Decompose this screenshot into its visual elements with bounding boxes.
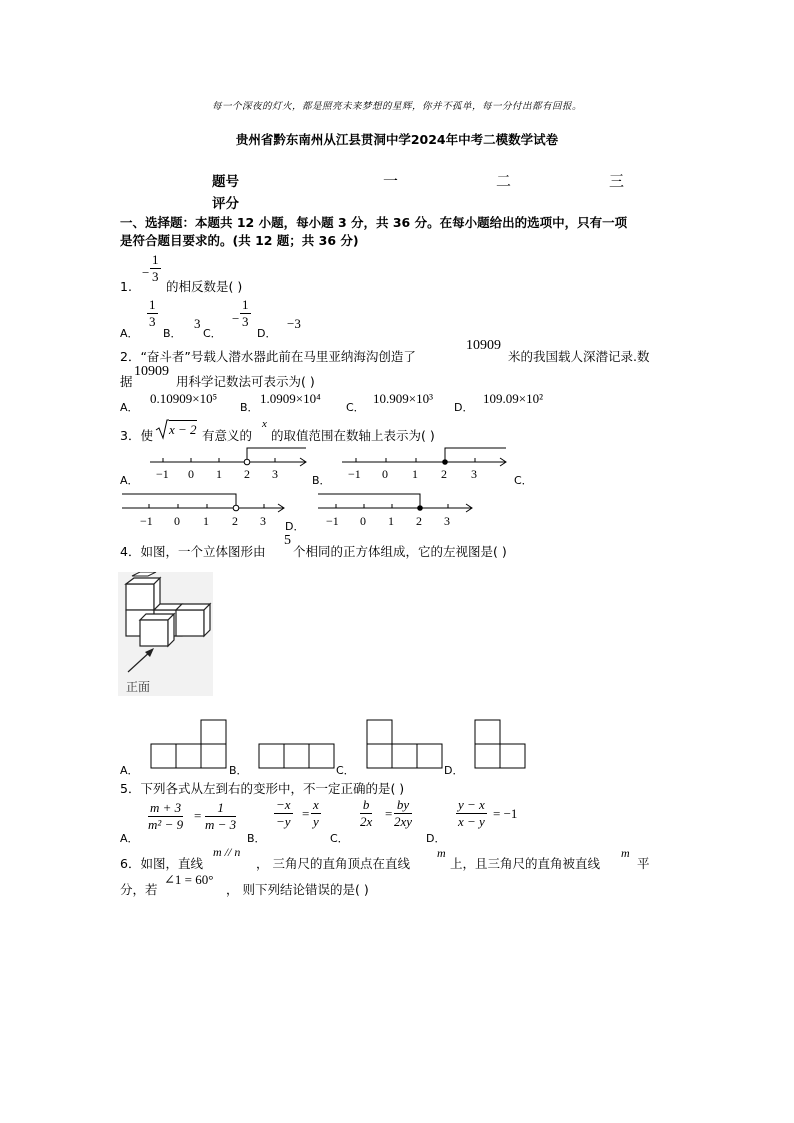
tick-label: −1 (140, 514, 153, 528)
tick-label: 1 (203, 514, 209, 528)
q1-option-b-value: 3 (194, 316, 201, 331)
q5-b-left-den: −y (276, 814, 291, 829)
tick-label: 1 (216, 467, 222, 481)
q2-option-a-value: 0.10909×10⁵ (150, 391, 218, 406)
q4-option-c-figure (366, 718, 444, 770)
q1-c-num: 1 (242, 297, 249, 312)
q5-c-left-fraction (360, 797, 372, 830)
q1-option-a-fraction (147, 297, 158, 330)
q6-angle: ∠1 = 60° (164, 872, 214, 887)
tick-label: −1 (326, 514, 339, 528)
q4-option-a-figure (150, 718, 228, 770)
tick-label: 0 (174, 514, 180, 528)
q3-option-c-numberline (120, 490, 290, 532)
q2-line1-a: 2．“奋斗者”号载人潜水器此前在马里亚纳海沟创造了 (120, 349, 416, 364)
q4-option-d-label: D． (444, 764, 464, 777)
tick-label: 2 (416, 514, 422, 528)
q2-option-a-label: A． (120, 401, 139, 414)
section1-line2: 是符合题目要求的。(共 12 题；共 36 分) (120, 233, 359, 248)
q1-option-c-fraction (240, 297, 251, 330)
score-table-row1-label: 题号 (212, 174, 239, 190)
q5-c-right-num: by (394, 797, 412, 814)
q2-option-c-value: 10.909×10³ (373, 391, 433, 406)
q2-line1-b: 米的我国载人深潜记录.数 (508, 349, 650, 364)
q5-option-c-label: C． (330, 832, 349, 845)
q1-option-d-value: −3 (287, 316, 301, 331)
q3-option-c-label: C． (514, 474, 533, 487)
q5-b-left-fraction (274, 797, 293, 830)
q1-number: 1. (120, 279, 132, 294)
q5-option-d-label: D． (426, 832, 446, 845)
q6-m2: m (621, 846, 630, 860)
q2-line2-b: 用科学记数法可表示为( ) (176, 374, 315, 389)
q2-option-d-label: D． (454, 401, 474, 414)
tick-label: 3 (471, 467, 477, 481)
q1-fraction (150, 252, 161, 285)
q1-option-b-label: B． (163, 327, 182, 340)
q5-d-num: y − x (458, 797, 485, 812)
q5-d-fraction (456, 797, 487, 830)
q6-text-d: 平 (637, 856, 650, 871)
q1-a-den: 3 (149, 314, 156, 329)
motto-line: 每一个深夜的灯火，都是照亮未来梦想的星辉，你并不孤单，每一分付出都有回报。 (211, 101, 582, 112)
q5-c-right-den: 2xy (394, 814, 413, 829)
q3-option-b-label: B． (312, 474, 331, 487)
q5-a-left-den: m² − 9 (148, 817, 184, 832)
q1-text: 的相反数是( ) (166, 279, 243, 294)
q4-option-d-figure (474, 718, 528, 770)
tick-label: 1 (412, 467, 418, 481)
score-col-1: 一 (383, 172, 399, 190)
q3-option-a-numberline (140, 444, 310, 486)
q3-option-b-numberline (330, 444, 510, 486)
q2-option-b-label: B． (240, 401, 259, 414)
q5-c-right-fraction (394, 797, 412, 830)
q2-number-2: 10909 (134, 364, 169, 379)
q5-a-left-num: m + 3 (150, 800, 182, 815)
q1-option-c-label: C． (203, 327, 222, 340)
q4-text-b: 个相同的正方体组成，它的左视图是( ) (293, 544, 507, 559)
tick-label: −1 (348, 467, 361, 481)
q1-option-d-label: D． (257, 327, 277, 340)
score-col-2: 二 (496, 172, 512, 190)
q4-option-b-figure (258, 718, 336, 770)
q5-b-right-fraction (311, 797, 321, 830)
q6-text-a: 6．如图，直线 (120, 856, 203, 871)
q1-c-den: 3 (242, 314, 249, 329)
q6-line2-a: 分，若 (120, 882, 158, 897)
q4-text-a: 4．如图，一个立体图形由 (120, 544, 266, 559)
q5-b-equals: = (302, 806, 310, 821)
q1-frac-den: 3 (152, 269, 159, 284)
q4-option-c-label: C． (336, 764, 355, 777)
q5-a-left-fraction (148, 800, 183, 833)
q3-text-c: 的取值范围在数轴上表示为( ) (271, 428, 435, 443)
q4-front-label: 正面 (126, 680, 151, 694)
q5-a-right-fraction (205, 800, 236, 833)
section1-line1: 一、选择题：本题共 12 小题，每小题 3 分，共 36 分。在每小题给出的选项中，只有一项 (120, 215, 628, 230)
q4-solid-figure (118, 572, 213, 696)
q4-option-b-label: B． (229, 764, 248, 777)
q6-text-b: ， 三角尺的直角顶点在直线 (256, 856, 410, 871)
tick-label: 3 (272, 467, 278, 481)
q6-rel: m // n (213, 845, 241, 859)
q2-option-d-value: 109.09×10² (483, 391, 543, 406)
q6-m1: m (437, 846, 446, 860)
q5-c-equals: = (385, 806, 393, 821)
q5-b-left-num: −x (276, 797, 291, 812)
q5-option-a-label: A． (120, 832, 139, 845)
score-col-3: 三 (609, 172, 625, 190)
tick-label: 2 (244, 467, 250, 481)
q3-text-a: 3．使 (120, 428, 153, 443)
q4-option-a-label: A． (120, 764, 139, 777)
q5-b-right-num: x (313, 797, 319, 812)
q1-frac-num: 1 (152, 252, 159, 267)
q3-text-b: 有意义的 (202, 428, 253, 443)
q3-option-d-label: D． (285, 520, 305, 533)
exam-title: 贵州省黔东南州从江县贯洞中学2024年中考二模数学试卷 (235, 132, 559, 147)
q1-minus: − (142, 265, 150, 280)
q5-a-equals: = (194, 808, 202, 823)
tick-label: 0 (188, 467, 194, 481)
q5-a-right-num: 1 (205, 800, 236, 817)
q1-a-num: 1 (149, 297, 156, 312)
tick-label: 1 (388, 514, 394, 528)
q5-text: 5．下列各式从左到右的变形中，不一定正确的是( ) (120, 781, 405, 796)
q5-b-right-den: y (313, 814, 319, 829)
tick-label: 0 (382, 467, 388, 481)
q3-option-a-label: A． (120, 474, 139, 487)
q3-sqrt-sign (155, 418, 169, 440)
q5-c-left-num: b (360, 797, 372, 814)
q6-line2-b: ， 则下列结论错误的是( ) (226, 882, 369, 897)
tick-label: 3 (444, 514, 450, 528)
q3-sqrt-expr: x − 2 (169, 422, 197, 437)
tick-label: −1 (156, 467, 169, 481)
q2-line2-a: 据 (120, 374, 133, 389)
q2-option-b-value: 1.0909×10⁴ (260, 391, 321, 406)
tick-label: 2 (232, 514, 238, 528)
q1-option-c-minus: − (232, 311, 240, 326)
q1-option-a-label: A． (120, 327, 139, 340)
q3-option-d-numberline (316, 490, 476, 532)
q4-count: 5 (284, 533, 291, 548)
q5-c-left-den: 2x (360, 814, 373, 829)
score-table-row2-label: 评分 (212, 196, 239, 212)
q5-option-b-label: B． (247, 832, 266, 845)
q5-d-den: x − y (458, 814, 485, 829)
tick-label: 0 (360, 514, 366, 528)
q5-a-right-den: m − 3 (205, 817, 237, 832)
q3-var: x (262, 418, 267, 430)
tick-label: 2 (441, 467, 447, 481)
q5-d-right: = −1 (493, 806, 518, 821)
tick-label: 3 (260, 514, 266, 528)
q2-option-c-label: C． (346, 401, 365, 414)
q6-text-c: 上，且三角尺的直角被直线 (450, 856, 601, 871)
q2-number-1: 10909 (466, 338, 501, 353)
